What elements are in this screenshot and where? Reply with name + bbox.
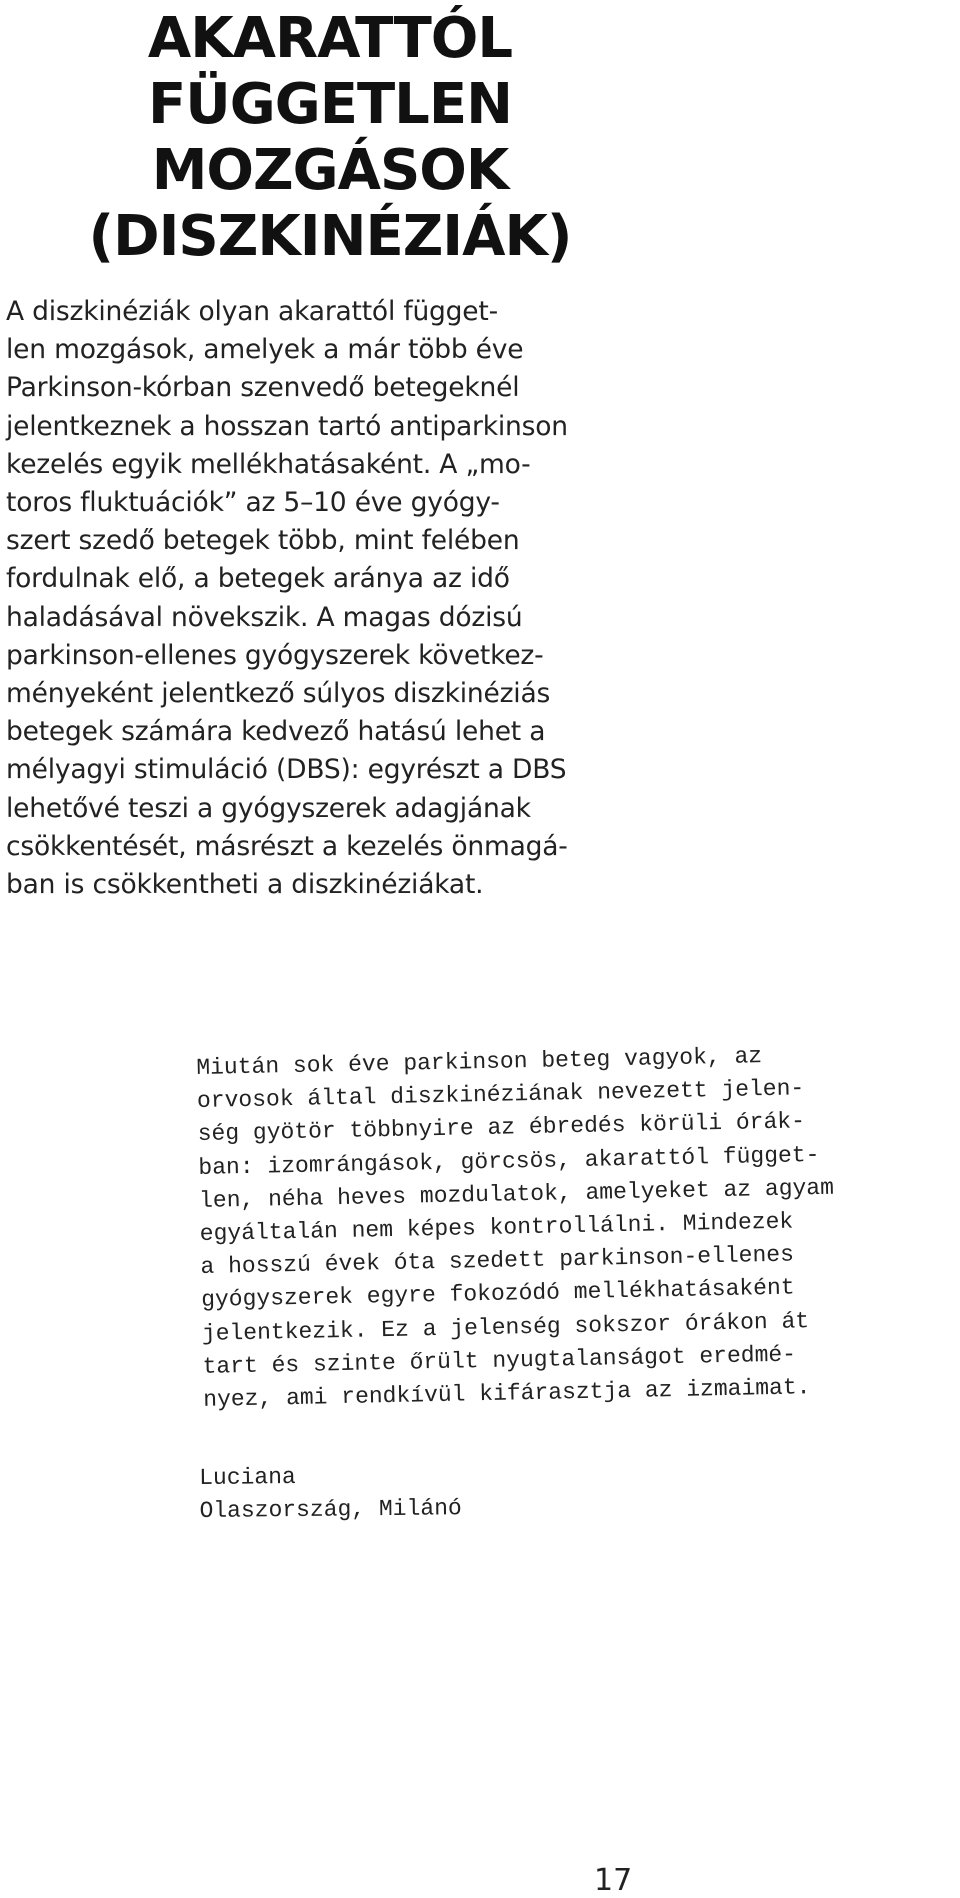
body-line: szert szedő betegek több, mint felében xyxy=(6,525,520,557)
page-title xyxy=(70,6,590,270)
signature-name: Luciana xyxy=(199,1463,296,1491)
quote-line: orvosok által diszkinéziának nevezett jelen- xyxy=(196,1075,805,1115)
body-line: A diszkinéziák olyan akarattól függet- xyxy=(6,296,498,327)
body-line: kezelés egyik mellékhatásaként. A „mo- xyxy=(6,448,531,480)
body-line: csökkentését, másrészt a kezelés önmagá- xyxy=(6,830,568,862)
quote-line: jelentkezik. Ez a jelenség sokszor órákon át xyxy=(201,1307,810,1347)
body-line: ban is csökkentheti a diszkinéziákat. xyxy=(6,869,484,901)
patient-quote xyxy=(196,1036,960,1417)
body-line: betegek számára kedvező hatású lehet a xyxy=(6,716,546,748)
page-number: 17 xyxy=(594,1863,633,1898)
quote-line: egyáltalán nem képes kontrollálni. Mindezek xyxy=(199,1208,794,1247)
body-line: toros fluktuációk” az 5–10 éve gyógy- xyxy=(6,487,500,519)
body-line: Parkinson-kórban szenvedő betegeknél xyxy=(6,372,520,404)
body-paragraph xyxy=(6,293,606,904)
quote-line: Miután sok éve parkinson beteg vagyok, az xyxy=(196,1043,763,1081)
body-line: ményeként jelentkező súlyos diszkinéziás xyxy=(6,678,551,710)
title-line: (DISZKINÉZIÁK) xyxy=(88,204,572,269)
title-line: AKARATTÓL xyxy=(147,6,513,71)
quote-line: a hosszú évek óta szedett parkinson-ellenes xyxy=(200,1241,795,1281)
quote-line: ség gyötör többnyire az ébredés körüli órák- xyxy=(197,1108,806,1148)
signature-location: Olaszország, Milánó xyxy=(199,1495,462,1524)
body-line: fordulnak elő, a betegek aránya az idő xyxy=(6,563,510,595)
body-line: jelentkeznek a hosszan tartó antiparkinson xyxy=(6,410,568,442)
quote-line: tart és szinte őrült nyugtalanságot eredmé- xyxy=(202,1341,797,1380)
quote-line: nyez, ami rendkívül kifárasztja az izmaimat. xyxy=(203,1374,811,1413)
quote-signature xyxy=(199,1459,462,1528)
body-line: haladásával növekszik. A magas dózisú xyxy=(6,601,523,633)
title-line: MOZGÁSOK xyxy=(151,138,509,203)
body-line: len mozgások, amelyek a már több éve xyxy=(6,334,524,366)
quote-line: len, néha heves mozdulatok, amelyeket az agyam xyxy=(198,1174,835,1214)
quote-line: gyógyszerek egyre fokozódó mellékhatásaként xyxy=(200,1274,795,1314)
body-line: mélyagyi stimuláció (DBS): egyrészt a DBS xyxy=(6,754,567,786)
body-line: lehetővé teszi a gyógyszerek adagjának xyxy=(6,792,531,824)
title-line: FÜGGETLEN xyxy=(148,72,512,137)
body-line: parkinson-ellenes gyógyszerek következ- xyxy=(6,639,544,671)
quote-line: ban: izomrángások, görcsös, akarattól függet- xyxy=(198,1141,820,1181)
